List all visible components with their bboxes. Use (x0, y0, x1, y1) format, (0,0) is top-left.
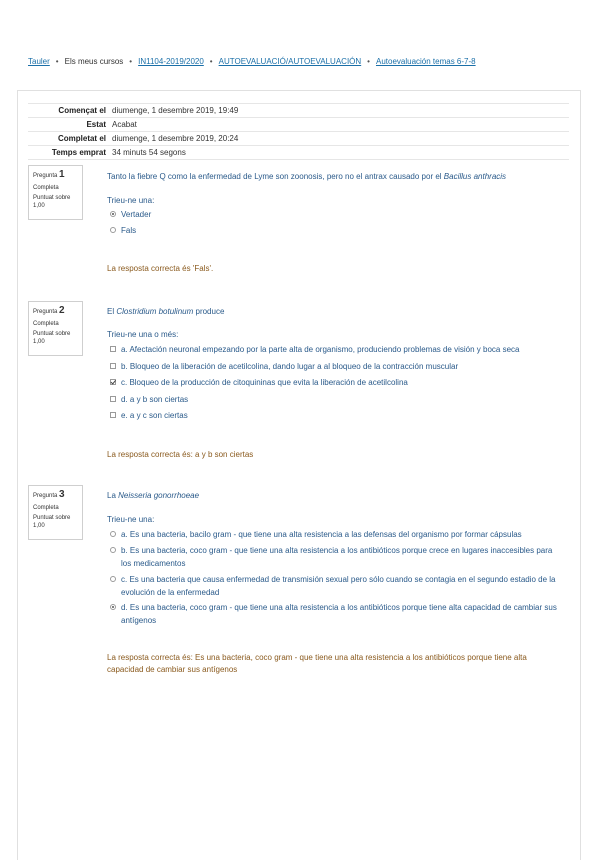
checkbox-unchecked-icon[interactable] (110, 412, 116, 418)
checkbox-checked-icon[interactable] (110, 379, 116, 385)
option-label: b. Bloqueo de la liberación de acetilcolina, dando lugar a al bloqueo de la contracción muscular (121, 362, 459, 371)
q2-option-a[interactable] (110, 343, 560, 356)
quiz-review-panel (17, 90, 581, 860)
option-label: c. Bloqueo de la producción de citoquininas que evita la liberación de acetilcolina (121, 378, 408, 387)
question-grade-label: Puntuat sobre (33, 331, 71, 337)
question-number: Pregunta 3 (33, 489, 65, 500)
summary-value: diumenge, 1 desembre 2019, 19:49 (112, 104, 569, 118)
question-1-right-answer: La resposta correcta és 'Fals'. (107, 264, 214, 273)
question-3-right-answer: La resposta correcta és: Es una bacteria, coco gram - que tiene una alta resistencia a los antibióticos porque tiene alta capacidad de cambiar sus antígenos (107, 653, 527, 674)
question-grade-max: 1,00 (33, 202, 45, 209)
q3-option-c[interactable] (110, 573, 560, 599)
breadcrumb-my-courses: Els meus cursos (64, 57, 124, 66)
q1-option-false[interactable] (110, 224, 560, 237)
summary-label: Temps emprat (28, 146, 112, 160)
summary-row-state (28, 118, 569, 132)
breadcrumb-link-quiz[interactable]: Autoevaluación temas 6-7-8 (375, 57, 476, 66)
summary-row-started (28, 104, 569, 118)
question-3-info (28, 485, 83, 540)
option-label: a. Afectación neuronal empezando por la parte alta de organismo, produciendo problemas de visión y boca seca (121, 345, 520, 354)
option-label: Vertader (121, 210, 152, 219)
question-1-info (28, 165, 83, 220)
question-2-text: El Clostridium botulinum produce (107, 307, 225, 316)
option-label: d. a y b son ciertas (121, 395, 189, 404)
question-state: Completa (33, 184, 59, 191)
q1-option-true[interactable] (110, 208, 560, 221)
breadcrumb-link-course[interactable]: IN1104-2019/2020 (138, 57, 204, 66)
summary-value: Acabat (112, 118, 569, 132)
q2-option-c[interactable] (110, 376, 560, 389)
question-2-prompt: Trieu-ne una o més: (107, 330, 179, 339)
question-1-text: Tanto la fiebre Q como la enfermedad de Lyme son zoonosis, pero no el antrax causado por el Bacillus anthracis (107, 172, 507, 181)
breadcrumb-separator: • (55, 57, 59, 66)
option-label: a. Es una bacteria, bacilo gram - que tiene una alta resistencia a las defensas del organismo por formar cápsulas (121, 530, 522, 539)
q3-option-d[interactable] (110, 601, 560, 627)
option-label: c. Es una bacteria que causa enfermedad de transmisión sexual pero sólo cuando se contagia en el segundo estadio de la evolución de la enfermedad (121, 575, 556, 597)
option-label: b. Es una bacteria, coco gram - que tiene una alta resistencia a los antibióticos porque crece en lugares inaccesibles para los medicamentos (121, 546, 553, 568)
breadcrumb-separator: • (367, 57, 370, 66)
radio-unselected-icon[interactable] (110, 531, 116, 537)
question-2-right-answer: La resposta correcta és: a y b son ciertas (107, 450, 254, 459)
q3-option-b[interactable] (110, 544, 560, 570)
question-number: Pregunta 1 (33, 169, 65, 180)
summary-label: Completat el (28, 132, 112, 146)
option-label: e. a y c son ciertas (121, 411, 188, 420)
breadcrumb-separator: • (129, 57, 133, 66)
q2-option-b[interactable] (110, 360, 560, 373)
question-3-text: La Neisseria gonorrhoeae (107, 491, 200, 500)
question-grade-max: 1,00 (33, 522, 45, 529)
summary-label: Començat el (28, 104, 112, 118)
question-number: Pregunta 2 (33, 305, 65, 316)
summary-value: diumenge, 1 desembre 2019, 20:24 (112, 132, 569, 146)
breadcrumb (28, 57, 476, 66)
question-3-prompt: Trieu-ne una: (107, 515, 155, 524)
question-state: Completa (33, 320, 59, 327)
checkbox-unchecked-icon[interactable] (110, 363, 116, 369)
checkbox-unchecked-icon[interactable] (110, 396, 116, 402)
q2-option-e[interactable] (110, 409, 560, 422)
question-grade-max: 1,00 (33, 338, 45, 345)
breadcrumb-link-dashboard[interactable]: Tauler (28, 57, 50, 66)
summary-label: Estat (28, 118, 112, 132)
radio-unselected-icon[interactable] (110, 576, 116, 582)
option-label: Fals (121, 226, 137, 235)
checkbox-unchecked-icon[interactable] (110, 346, 116, 352)
radio-selected-icon[interactable] (110, 604, 116, 610)
question-state: Completa (33, 504, 59, 511)
radio-selected-icon[interactable] (110, 211, 116, 217)
question-grade-label: Puntuat sobre (33, 515, 71, 521)
summary-row-time-taken (28, 146, 569, 160)
breadcrumb-separator: • (209, 57, 213, 66)
radio-unselected-icon[interactable] (110, 547, 116, 553)
question-2-info (28, 301, 83, 356)
radio-unselected-icon[interactable] (110, 227, 116, 233)
option-label: d. Es una bacteria, coco gram - que tiene una alta resistencia a los antibióticos porque tiene alta capacidad de cambiar sus antígenos (121, 603, 557, 625)
question-1-prompt: Trieu-ne una: (107, 196, 155, 205)
q2-option-d[interactable] (110, 393, 560, 406)
breadcrumb-link-section[interactable]: AUTOEVALUACIÓ/AUTOEVALUACIÓN (218, 57, 362, 66)
attempt-summary-table (28, 103, 569, 160)
q3-option-a[interactable] (110, 528, 560, 541)
summary-row-completed (28, 132, 569, 146)
summary-value: 34 minuts 54 segons (112, 146, 569, 160)
question-grade-label: Puntuat sobre (33, 195, 71, 201)
